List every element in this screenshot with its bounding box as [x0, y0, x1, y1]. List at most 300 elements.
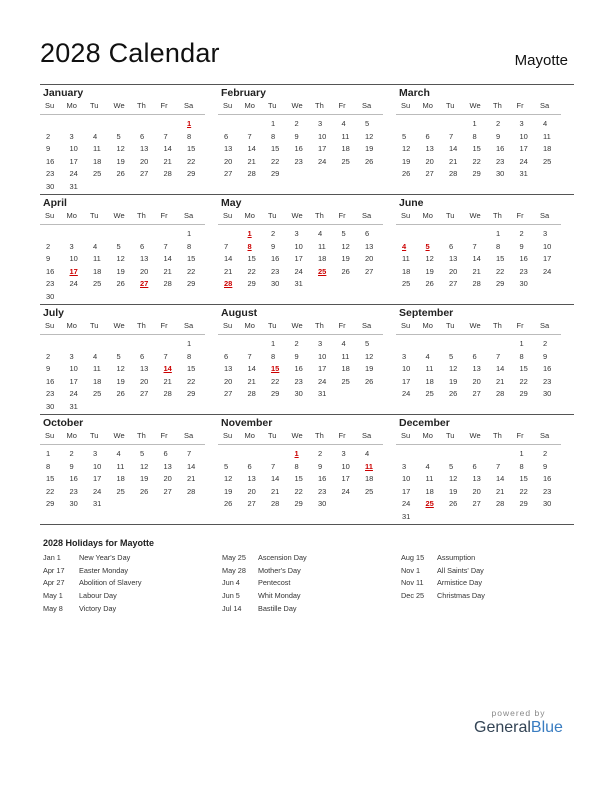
day-cell: 25 [543, 156, 552, 166]
month-block [218, 415, 396, 524]
holiday-item [43, 590, 141, 603]
weekday-label: We [291, 321, 303, 330]
day-cell: 26 [402, 169, 411, 178]
empty-cell [158, 338, 182, 351]
empty-cell [396, 228, 420, 241]
day-cell: 15 [187, 364, 196, 373]
holiday-day: 5 [425, 241, 430, 251]
powered-by-label: powered by [491, 708, 546, 718]
day-cell: 26 [365, 156, 374, 166]
day-cell: 13 [449, 254, 458, 263]
holiday-date: May 1 [43, 591, 63, 601]
holiday-date: Nov 1 [401, 565, 421, 575]
empty-cell [490, 448, 514, 461]
day-cell: 10 [69, 364, 78, 373]
empty-cell [134, 118, 158, 131]
day-cell: 15 [519, 364, 528, 373]
day-cell: 25 [93, 279, 102, 288]
empty-cell [87, 181, 111, 194]
week-row [396, 448, 568, 461]
weekday-label: Tu [90, 211, 99, 220]
day-cell: 29 [496, 279, 505, 288]
day-cell: 10 [341, 461, 350, 471]
day-cell: 26 [341, 266, 350, 276]
day-cell: 6 [472, 461, 477, 471]
weekday-label: Fr [338, 101, 346, 110]
day-cell: 5 [365, 119, 370, 128]
day-cell: 17 [519, 144, 528, 153]
day-cell: 30 [318, 499, 327, 508]
day-cell: 18 [341, 364, 350, 373]
day-cell: 2 [543, 339, 548, 348]
day-cell: 23 [543, 486, 552, 496]
day-cell: 3 [519, 119, 524, 128]
empty-cell [64, 291, 88, 304]
day-cell: 7 [449, 131, 454, 141]
weekday-label: Th [493, 211, 502, 220]
brand-logo[interactable] [474, 708, 563, 737]
holiday-name: All Saints' Day [437, 565, 484, 575]
day-cell: 24 [69, 169, 78, 178]
day-cell: 14 [271, 474, 280, 483]
day-cell: 5 [116, 351, 121, 361]
week-row [40, 291, 212, 304]
week-row [396, 498, 568, 511]
weekday-label: Fr [338, 321, 346, 330]
holiday-item [222, 565, 307, 578]
month-name: February [221, 87, 266, 99]
weekday-label: Sa [362, 321, 372, 330]
day-cell: 16 [294, 144, 303, 153]
day-cell: 10 [318, 351, 327, 361]
day-cell: 28 [449, 169, 458, 178]
day-cell: 13 [425, 144, 434, 153]
day-cell: 17 [93, 474, 102, 483]
day-cell: 3 [69, 351, 74, 361]
holiday-date: Apr 17 [43, 565, 65, 575]
holiday-date: May 25 [222, 553, 246, 562]
day-cell: 29 [187, 169, 196, 178]
day-cell: 14 [247, 364, 256, 373]
day-cell: 26 [116, 389, 125, 398]
holiday-date: May 28 [222, 565, 246, 575]
day-cell: 2 [294, 119, 299, 128]
week-row [218, 363, 390, 376]
day-cell: 20 [140, 266, 149, 276]
holiday-day: 4 [402, 241, 407, 251]
day-cell: 6 [140, 131, 145, 141]
day-cell: 19 [449, 376, 458, 386]
weekday-label: Su [401, 431, 411, 440]
week-row [218, 156, 390, 169]
day-cell: 13 [163, 461, 172, 471]
empty-cell [336, 168, 360, 181]
day-cell: 15 [519, 474, 528, 483]
day-cell: 24 [402, 499, 411, 508]
week-row [40, 473, 212, 486]
holiday-column [401, 552, 485, 603]
week-row [396, 388, 568, 401]
holiday-item [43, 577, 141, 590]
weekday-label: Su [45, 431, 55, 440]
day-cell: 11 [341, 351, 350, 361]
holiday-name: Whit Monday [258, 591, 301, 601]
day-cell: 3 [341, 449, 346, 458]
day-cell: 4 [425, 461, 430, 471]
day-cell: 19 [449, 486, 458, 496]
day-cell: 30 [46, 401, 55, 411]
holiday-name: Easter Monday [79, 565, 129, 575]
day-cell: 28 [247, 169, 256, 178]
empty-cell [111, 118, 135, 131]
holiday-column [222, 552, 307, 615]
day-cell: 19 [402, 156, 411, 166]
day-cell: 4 [93, 241, 98, 251]
day-cell: 28 [496, 499, 505, 508]
day-cell: 31 [294, 279, 303, 288]
empty-cell [514, 511, 538, 524]
day-cell: 23 [318, 486, 327, 496]
weekday-label: Su [45, 211, 55, 220]
day-cell: 22 [271, 376, 280, 386]
day-cell: 17 [318, 144, 327, 153]
day-cell: 24 [543, 266, 552, 276]
day-cell: 12 [341, 241, 350, 251]
weekday-label: Mo [422, 211, 433, 220]
weekday-label: Su [45, 101, 55, 110]
day-cell: 14 [496, 364, 505, 373]
day-cell: 4 [93, 351, 98, 361]
day-cell: 17 [402, 486, 411, 496]
day-cell: 14 [163, 254, 172, 263]
day-cell: 21 [496, 376, 505, 386]
day-cell: 18 [402, 266, 411, 276]
brand-name [474, 719, 563, 737]
weekday-label: Mo [66, 101, 77, 110]
day-cell: 27 [449, 279, 458, 288]
holiday-column [43, 552, 141, 615]
holiday-date: Jun 4 [222, 578, 240, 588]
day-cell: 1 [271, 119, 276, 128]
day-cell: 23 [543, 376, 552, 386]
day-cell: 31 [519, 169, 528, 178]
week-row [40, 266, 212, 279]
week-row [218, 473, 390, 486]
day-cell: 6 [140, 351, 145, 361]
holiday-date: Jun 5 [222, 591, 240, 601]
day-cell: 29 [46, 499, 55, 508]
empty-cell [420, 118, 444, 131]
weekday-label: We [113, 211, 125, 220]
day-cell: 1 [519, 339, 524, 348]
day-cell: 22 [271, 156, 280, 166]
day-cell: 25 [93, 169, 102, 178]
day-cell: 7 [496, 461, 501, 471]
weekday-label: Tu [268, 431, 277, 440]
weekday-label: Mo [244, 321, 255, 330]
week-row [40, 498, 212, 511]
holiday-item [401, 590, 485, 603]
week-row [40, 168, 212, 181]
day-cell: 3 [402, 461, 407, 471]
day-cell: 14 [496, 474, 505, 483]
day-cell: 24 [93, 486, 102, 496]
day-cell: 25 [425, 389, 434, 398]
holidays-title: 2028 Holidays for Mayotte [43, 538, 155, 548]
day-cell: 1 [187, 339, 192, 348]
day-cell: 31 [93, 499, 102, 508]
weekday-divider [396, 224, 561, 225]
weekday-divider [40, 224, 205, 225]
day-cell: 29 [247, 279, 256, 288]
empty-cell [87, 118, 111, 131]
week-row [396, 131, 568, 144]
weekday-header [218, 430, 390, 442]
week-row [40, 241, 212, 254]
day-cell: 5 [341, 229, 346, 238]
day-cell: 18 [93, 156, 102, 166]
day-cell: 27 [224, 389, 233, 398]
day-cell: 21 [187, 474, 196, 483]
week-row [218, 448, 390, 461]
week-row [396, 363, 568, 376]
day-cell: 2 [519, 229, 524, 238]
month-block [396, 415, 574, 524]
week-row [40, 181, 212, 194]
day-cell: 22 [294, 486, 303, 496]
week-row [40, 461, 212, 474]
empty-cell [158, 498, 182, 511]
month-block [396, 195, 574, 304]
day-cell: 30 [294, 389, 303, 398]
day-cell: 26 [425, 279, 434, 288]
empty-cell [158, 118, 182, 131]
weekday-label: We [469, 211, 481, 220]
weekday-label: Sa [362, 431, 372, 440]
day-cell: 23 [496, 156, 505, 166]
weekday-header [40, 320, 212, 332]
day-cell: 4 [116, 449, 121, 458]
day-cell: 10 [318, 131, 327, 141]
day-cell: 7 [163, 351, 168, 361]
day-cell: 8 [187, 131, 192, 141]
holiday-day: 27 [140, 279, 149, 288]
day-cell: 6 [425, 131, 430, 141]
weekday-label: Sa [362, 101, 372, 110]
holiday-date: Apr 27 [43, 578, 65, 588]
weekday-label: Su [45, 321, 55, 330]
empty-cell [111, 338, 135, 351]
week-row [396, 156, 568, 169]
day-cell: 22 [187, 376, 196, 386]
day-cell: 7 [496, 351, 501, 361]
day-cell: 15 [187, 144, 196, 153]
weekday-label: Tu [268, 211, 277, 220]
weekday-label: Th [315, 431, 324, 440]
day-cell: 28 [187, 486, 196, 496]
day-cell: 24 [294, 266, 303, 276]
day-cell: 2 [294, 339, 299, 348]
month-block [40, 415, 218, 524]
weekday-label: Su [401, 321, 411, 330]
weekday-label: Sa [184, 101, 194, 110]
day-cell: 4 [341, 339, 346, 348]
day-cell: 7 [163, 131, 168, 141]
day-cell: 4 [543, 119, 548, 128]
day-cell: 21 [224, 266, 233, 276]
day-cell: 11 [318, 241, 326, 251]
weekday-header [40, 430, 212, 442]
day-cell: 27 [472, 389, 481, 398]
day-cell: 16 [496, 144, 505, 153]
empty-cell [467, 228, 491, 241]
week-row [396, 266, 568, 279]
week-row [218, 351, 390, 364]
day-cell: 30 [543, 499, 552, 508]
day-cell: 9 [543, 351, 548, 361]
day-cell: 2 [271, 229, 276, 238]
day-cell: 16 [69, 474, 78, 483]
day-cell: 10 [69, 254, 78, 263]
empty-cell [359, 278, 383, 291]
weekday-label: We [469, 101, 481, 110]
day-cell: 28 [163, 279, 172, 288]
empty-cell [40, 338, 64, 351]
weekday-label: Mo [66, 211, 77, 220]
weekday-label: Mo [244, 211, 255, 220]
day-cell: 11 [543, 131, 551, 141]
day-cell: 22 [247, 266, 256, 276]
weekday-label: Fr [516, 211, 524, 220]
weekday-header [40, 210, 212, 222]
day-cell: 2 [46, 241, 51, 251]
week-row [396, 338, 568, 351]
month-block [40, 305, 218, 414]
calendar-row [40, 415, 574, 525]
day-cell: 13 [224, 144, 233, 153]
day-cell: 24 [341, 486, 350, 496]
day-cell: 15 [271, 144, 280, 153]
day-cell: 20 [247, 486, 256, 496]
empty-cell [312, 278, 336, 291]
weekday-divider [40, 444, 205, 445]
empty-cell [420, 228, 444, 241]
weekday-label: We [469, 431, 481, 440]
weekday-label: Tu [90, 101, 99, 110]
weekday-label: We [113, 101, 125, 110]
week-row [396, 376, 568, 389]
day-cell: 26 [116, 279, 125, 288]
day-cell: 8 [46, 461, 51, 471]
weekday-label: We [113, 431, 125, 440]
empty-cell [336, 278, 360, 291]
day-cell: 17 [69, 376, 78, 386]
weekday-divider [396, 114, 561, 115]
day-cell: 22 [46, 486, 55, 496]
day-cell: 8 [271, 351, 276, 361]
day-cell: 6 [247, 461, 252, 471]
weekday-label: Fr [516, 321, 524, 330]
month-name: November [221, 417, 273, 429]
day-cell: 18 [425, 376, 434, 386]
weekday-label: Sa [540, 321, 550, 330]
day-cell: 27 [224, 169, 233, 178]
day-cell: 24 [318, 156, 327, 166]
holiday-item [401, 565, 485, 578]
day-cell: 27 [163, 486, 172, 496]
weekday-header [218, 210, 390, 222]
day-cell: 12 [224, 474, 233, 483]
month-name: May [221, 197, 242, 209]
month-name: October [43, 417, 84, 429]
country-name: Mayotte [514, 52, 568, 69]
day-cell: 25 [341, 156, 350, 166]
day-cell: 21 [271, 486, 280, 496]
holiday-item [43, 552, 141, 565]
weekday-label: Th [137, 101, 146, 110]
day-cell: 30 [69, 499, 78, 508]
weekday-header [218, 100, 390, 112]
month-block [396, 305, 574, 414]
day-cell: 12 [116, 254, 125, 263]
empty-cell [443, 448, 467, 461]
day-cell: 12 [425, 254, 434, 263]
day-cell: 28 [472, 279, 481, 288]
day-cell: 29 [271, 169, 280, 178]
day-cell: 21 [496, 486, 505, 496]
day-cell: 15 [46, 474, 55, 483]
day-cell: 29 [187, 389, 196, 398]
week-row [396, 253, 568, 266]
day-cell: 10 [93, 461, 102, 471]
weekday-label: Sa [362, 211, 372, 220]
empty-cell [158, 401, 182, 414]
empty-cell [467, 448, 491, 461]
holiday-date: Nov 11 [401, 578, 424, 588]
weekday-label: Tu [446, 431, 455, 440]
day-cell: 13 [472, 364, 481, 373]
weekday-label: Su [223, 211, 233, 220]
empty-cell [443, 118, 467, 131]
calendar-grid [40, 85, 574, 525]
weekday-header [396, 100, 568, 112]
day-cell: 6 [472, 351, 477, 361]
calendar-row [40, 85, 574, 195]
weekday-label: Sa [540, 211, 550, 220]
holiday-name: Bastille Day [258, 603, 297, 613]
day-cell: 1 [187, 229, 192, 238]
day-cell: 12 [449, 364, 458, 373]
day-cell: 23 [46, 389, 55, 398]
day-cell: 9 [69, 461, 74, 471]
holiday-day: 1 [187, 119, 192, 128]
month-block [218, 85, 396, 194]
empty-cell [40, 118, 64, 131]
page-title: 2028 Calendar [40, 38, 220, 68]
day-cell: 30 [46, 181, 55, 191]
day-cell: 19 [425, 266, 434, 276]
holiday-name: Assumption [437, 553, 476, 562]
empty-cell [181, 181, 205, 194]
day-cell: 12 [365, 131, 374, 141]
day-cell: 28 [271, 499, 280, 508]
day-cell: 16 [318, 474, 327, 483]
weekday-label: Th [315, 321, 324, 330]
day-cell: 15 [247, 254, 256, 263]
day-cell: 8 [271, 131, 276, 141]
day-cell: 6 [365, 229, 370, 238]
day-cell: 20 [472, 486, 481, 496]
